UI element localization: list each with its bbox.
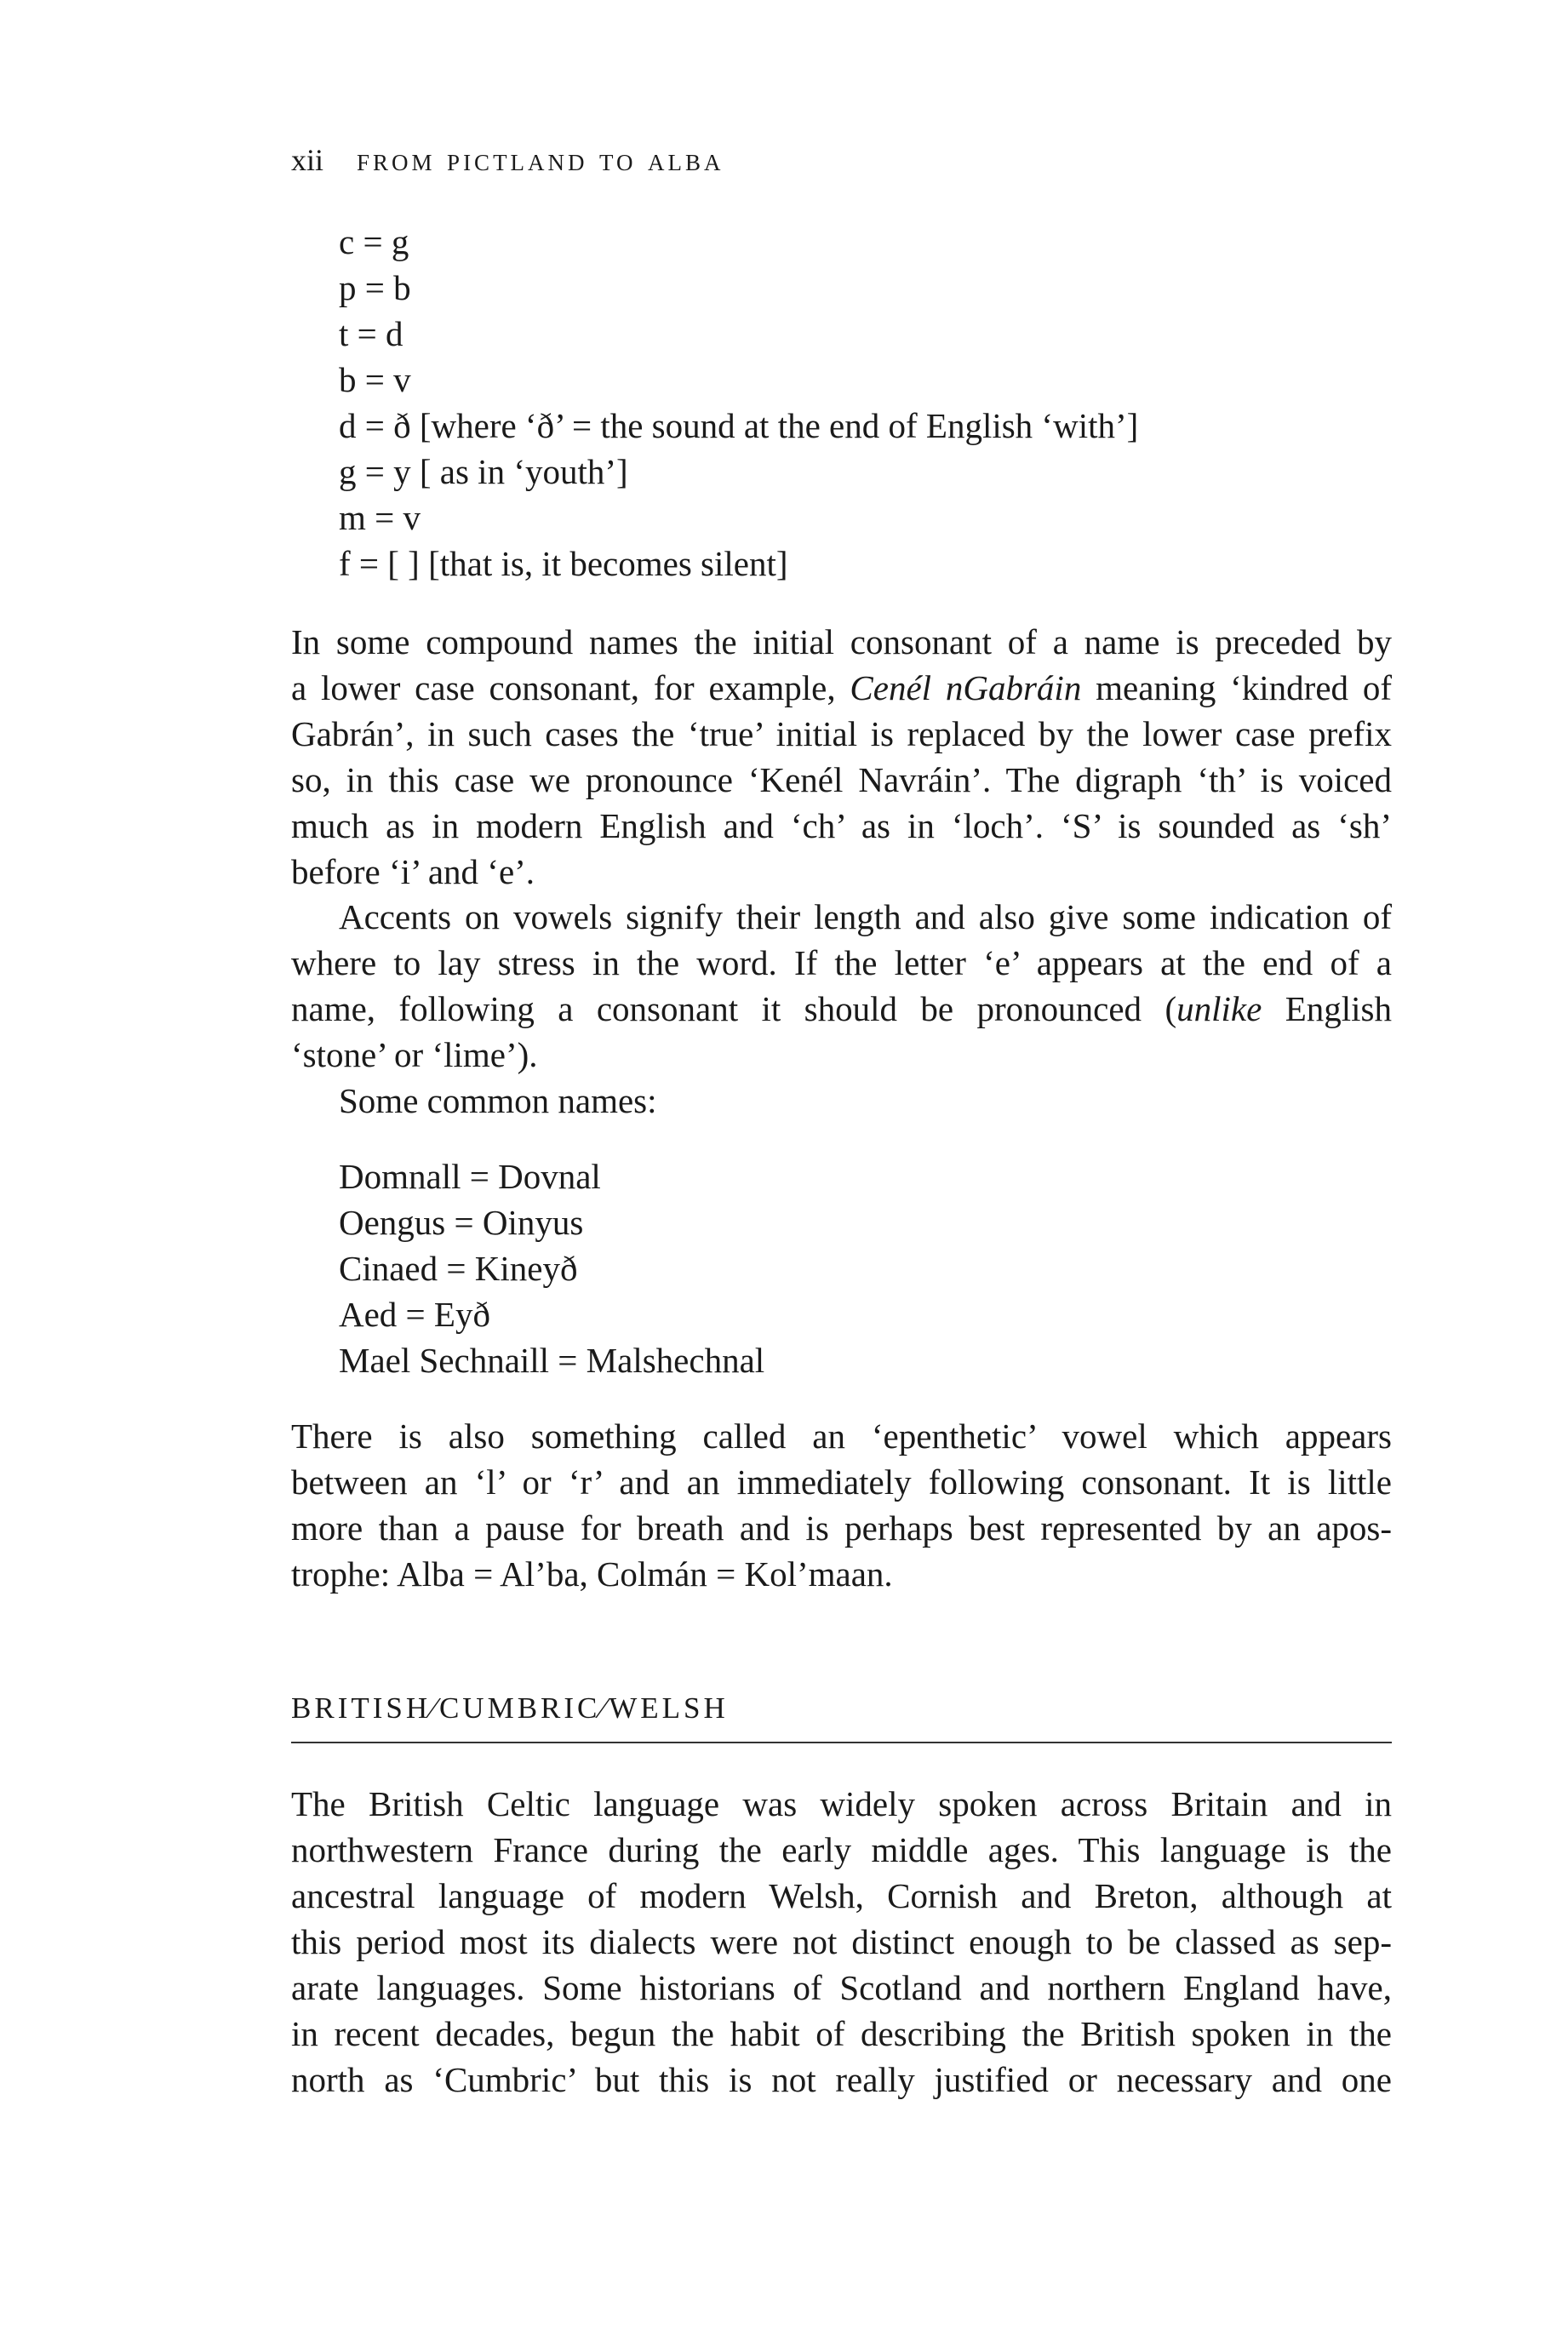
text-segment: Some common names:: [339, 1081, 657, 1120]
list-item: m = v: [339, 498, 421, 537]
running-head: [291, 141, 724, 179]
text-line: [291, 2011, 1392, 2057]
paragraph-compound-names: [291, 619, 1392, 895]
text-line: [291, 1781, 1392, 1827]
list-item: d = ð [where ‘ð’ = the sound at the end of English ‘with’]: [339, 406, 1139, 445]
text-segment: ancestral language of modern Welsh, Cornish and Breton, although at: [291, 1876, 1392, 1915]
text-line: [291, 849, 1392, 895]
text-segment: much as in modern English and ‘ch’ as in ‘loch’. ‘S’ is sounded as ‘sh’: [291, 806, 1392, 845]
text-segment: arate languages. Some historians of Scotland and northern England have,: [291, 1968, 1392, 2007]
text-segment: There is also something called an ‘epenthetic’ vowel which appears: [291, 1416, 1392, 1456]
text-segment: ‘stone’ or ‘lime’).: [291, 1035, 538, 1074]
text-line: [291, 619, 1392, 665]
list-item: Domnall = Dovnal: [339, 1157, 601, 1196]
text-segment: between an ‘l’ or ‘r’ and an immediately following consonant. It is little: [291, 1462, 1392, 1502]
text-segment: Gabrán’, in such cases the ‘true’ initial is replaced by the lower case prefix: [291, 714, 1392, 753]
text-segment: more than a pause for breath and is perhaps best represented by an apos-: [291, 1508, 1392, 1548]
text-line: [291, 803, 1392, 849]
text-line: [291, 665, 1392, 711]
text-line: [291, 1919, 1392, 1965]
list-item: c = g: [339, 222, 409, 261]
heading-rule: [291, 1742, 1392, 1743]
text-segment: where to lay stress in the word. If the letter ‘e’ appears at the end of a: [291, 943, 1392, 982]
list-item: p = b: [339, 268, 411, 307]
text-line: [291, 940, 1392, 986]
text-line: [291, 1505, 1392, 1551]
names-list: [339, 1153, 1439, 1383]
text-segment: northwestern France during the early middle ages. This language is the: [291, 1830, 1392, 1869]
text-segment: so, in this case we pronounce ‘Kenél Navráin’. The digraph ‘th’ is voiced: [291, 760, 1392, 799]
list-item: Aed = Eyð: [339, 1295, 490, 1334]
list-item: t = d: [339, 314, 403, 353]
list-item: Mael Sechnaill = Malshechnal: [339, 1341, 765, 1380]
text-segment: this period most its dialects were not distinct enough to be classed as sep-: [291, 1922, 1392, 1961]
paragraph-common-names-intro: [291, 1078, 1392, 1124]
list-item: g = y [ as in ‘youth’]: [339, 452, 628, 491]
text-line: [291, 2057, 1392, 2103]
text-line: [291, 1827, 1392, 1873]
paragraph-accents: [291, 894, 1392, 1078]
text-segment: The British Celtic language was widely spoken across Britain and in: [291, 1784, 1392, 1823]
text-line: [291, 711, 1392, 757]
italic-text: unlike: [1176, 989, 1262, 1028]
text-line: [291, 1873, 1392, 1919]
text-line: [291, 986, 1392, 1032]
paragraph-british-language: [291, 1781, 1392, 2103]
paragraph-epenthetic: [291, 1413, 1392, 1597]
list-item: Cinaed = Kineyð: [339, 1249, 578, 1288]
text-line: [291, 1551, 1392, 1597]
text-line: [291, 894, 1392, 940]
text-line: [291, 1413, 1392, 1459]
text-segment: English: [1262, 989, 1392, 1028]
text-segment: north as ‘Cumbric’ but this is not really justified or necessary and one: [291, 2060, 1392, 2099]
text-segment: Accents on vowels signify their length and also give some indication of: [339, 897, 1392, 936]
section-heading: BRITISH⁄CUMBRIC⁄WELSH: [291, 1691, 729, 1725]
running-title: from pictland to alba: [357, 142, 724, 178]
text-line: [291, 1459, 1392, 1505]
text-line: [291, 757, 1392, 803]
text-line: [291, 1078, 1392, 1124]
text-segment: in recent decades, begun the habit of describing the British spoken in the: [291, 2014, 1392, 2053]
text-segment: trophe: Alba = Al’ba, Colmán = Kol’maan.: [291, 1554, 893, 1594]
text-segment: before ‘i’ and ‘e’.: [291, 852, 535, 891]
italic-text: Cenél nGabráin: [850, 668, 1082, 707]
text-segment: meaning ‘kindred of: [1081, 668, 1392, 707]
list-item: Oengus = Oinyus: [339, 1203, 584, 1242]
list-item: f = [ ] [that is, it becomes silent]: [339, 544, 788, 583]
mutation-list: [339, 219, 1439, 587]
page-number: xii: [291, 143, 324, 177]
text-line: [291, 1965, 1392, 2011]
text-segment: a lower case consonant, for example,: [291, 668, 850, 707]
text-line: [291, 1032, 1392, 1078]
text-segment: In some compound names the initial consonant of a name is preceded by: [291, 622, 1392, 661]
text-segment: name, following a consonant it should be pronounced (: [291, 989, 1177, 1028]
list-item: b = v: [339, 360, 411, 399]
